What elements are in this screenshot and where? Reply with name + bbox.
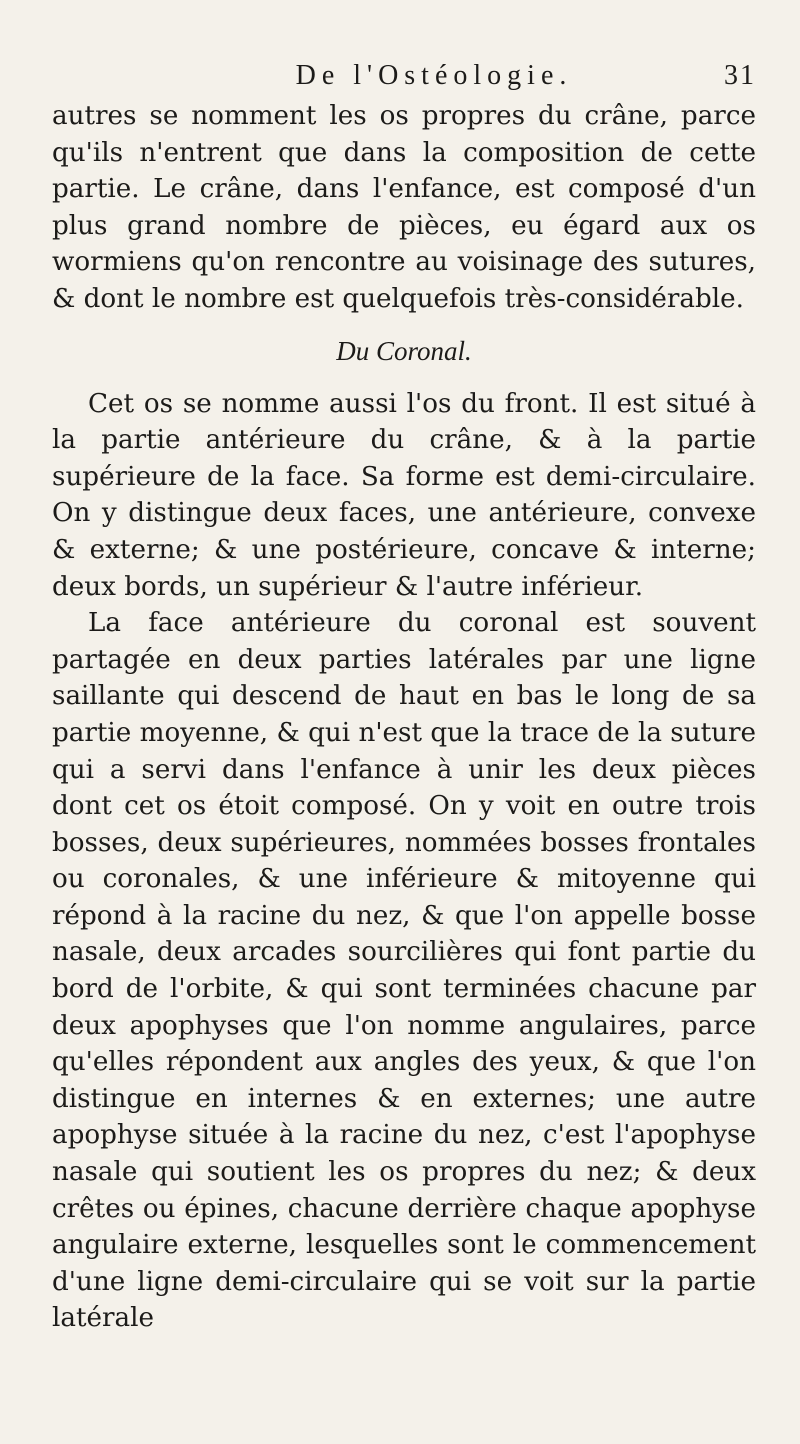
section-heading: Du Coronal.: [336, 335, 472, 366]
running-head: [52, 56, 756, 96]
page-number: 31: [724, 60, 756, 91]
running-head-title: De l'Ostéologie.: [295, 60, 573, 91]
paragraph-intro: autres se nomment les os propres du crâne, parce qu'ils n'entrent que dans la composition de cette partie. Le crâne, dans l'enfance, est composé d'un plus grand nombre de pièces, eu égard aux os wormiens qu'on rencontre au voisinage des sutures, & dont le nombre est quelquefois très-considérable.: [52, 101, 756, 314]
paragraph-coronal-2: La face antérieure du coronal est souvent partagée en deux parties latérales par une ligne saillante qui descend de haut en bas le long de sa partie moyenne, & qui n'est que la trace de la suture qui a servi dans l'enfance à unir les deux pièces dont cet os étoit composé. On y voit en outre trois bosses, deux supérieures, nommées bosses frontales ou coronales, & une inférieure & mitoyenne qui répond à la racine du nez, & que l'on appelle bosse nasale, deux arcades sourcilières qui font partie du bord de l'orbite, & qui sont terminées chacune par deux apophyses que l'on nomme angulaires, parce qu'elles répondent aux angles des yeux, & que l'on distingue en internes & en externes; une autre apophyse située à la racine du nez, c'est l'apophyse nasale qui soutient les os propres du nez; & deux crêtes ou épines, chacune derrière chaque apophyse angulaire externe, lesquelles sont le commencement d'une ligne demi-circulaire qui se voit sur la partie latérale: [52, 608, 756, 1334]
paragraph-coronal-1: Cet os se nomme aussi l'os du front. Il est situé à la partie antérieure du crâne, & à la partie supérieure de la face. Sa forme est demi-circulaire. On y distingue deux faces, une antérieure, convexe & externe; & une postérieure, concave & interne; deux bords, un supérieur & l'autre inférieur.: [52, 388, 756, 602]
